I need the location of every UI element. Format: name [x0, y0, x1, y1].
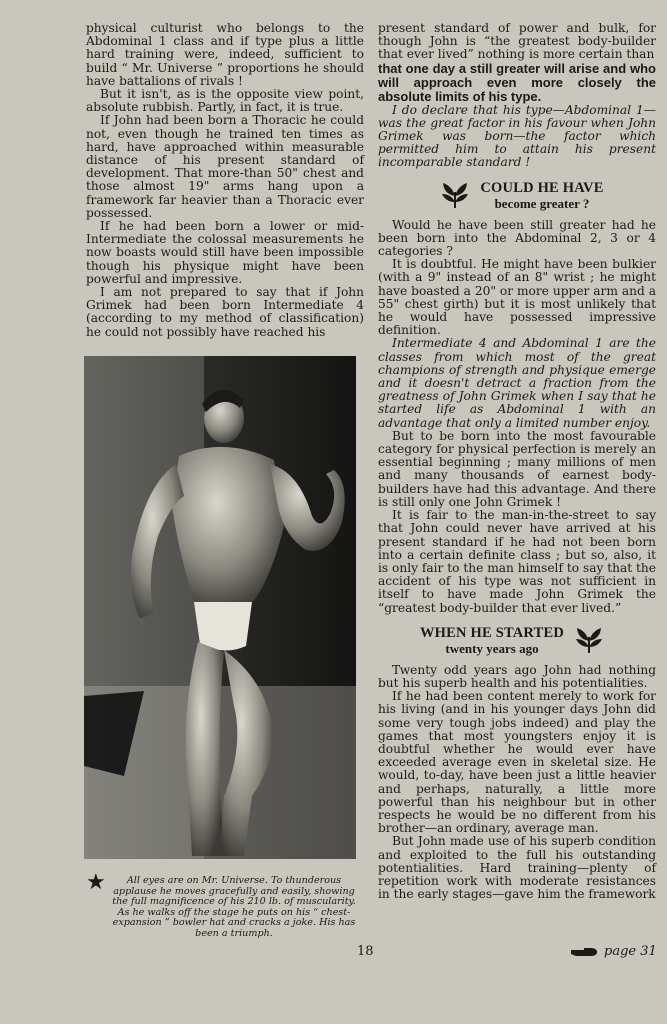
bodybuilder-photo — [84, 356, 356, 859]
leaf-emblem-icon — [574, 625, 604, 655]
caption-text: All eyes are on Mr. Universe. To thunderous applause he moves gracefully and easily, showing the full magnificence of his 210 lb. of muscularity. As he walks off the stage he puts on his “ chest-expansion ” bowler hat and cracks a joke. His has been a triumph. — [112, 875, 356, 939]
left-paragraph: I am not prepared to say that if John Grimek had been born Intermediate 4 (according to my method of classification) he could not possibly have reached his — [86, 285, 364, 339]
photo-illustration — [84, 356, 356, 859]
section-heading-when-he-started — [378, 625, 656, 656]
pointing-hand-icon — [570, 946, 598, 958]
page-number: 18 — [357, 944, 374, 959]
right-paragraph: But to be born into the most favourable category for physical perfection is merely an essential beginning ; many millions of men and many thousands of earnest body-builders have had this advantage. And there is still only one John Grimek ! — [378, 428, 656, 509]
right-paragraph: If he had been content merely to work for his living (and in his younger days John did some very tough jobs indeed) and play the games that most youngsters enjoy it is doubtful whether he would ever have exceeded average even in skeletal size. He would, to-day, have been just a little heavier and perhaps, naturally, a little more powerful than his neighbour but in other respects he would be no different from his brother—an ordinary, average man. — [378, 689, 656, 836]
right-italic-paragraph: Intermediate 4 and Abdominal 1 are the classes from which most of the great champions of strength and physique emerge and it doesn't detract a fraction from the greatness of John Grimek when I say that he started life as Abdominal 1 with an advantage that only a limited number enjoy. — [378, 336, 656, 430]
right-intro: present standard of power and bulk, for though John is “the greatest body-builder that ever lived” nothing is more certain than — [378, 21, 656, 62]
right-paragraph: It is fair to the man-in-the-street to say that John could never have arrived at his present standard if he had not been born into a certain definite class ; but so, also, it is only fair to the man himself to say that the accident of his type was not sufficient in itself to have made John Grimek the “greatest body-builder that ever lived.” — [378, 508, 656, 615]
heading-line2: become greater ? — [494, 195, 590, 211]
left-paragraph: If John had been born a Thoracic he could not, even though he trained ten times as hard, have approached within measurable distance of his present standard of development. That more-than 50" chest and those almost 19" arms hang upon a framework far heavier than a Thoracic ever possessed. — [86, 113, 364, 220]
continued-page-label: page 31 — [604, 944, 657, 959]
right-column — [378, 22, 656, 901]
left-paragraph: If he had been born a lower or mid-Intermediate the colossal measurements he now boasts would still have been impossible though his physique might have been powerful and impressive. — [86, 219, 364, 286]
left-paragraph: But it isn't, as is the opposite view point, absolute rubbish. Partly, in fact, it is true. — [86, 87, 364, 115]
right-italic-paragraph: I do declare that his type—Abdominal 1—was the great factor in his favour when John Grimek was born—the factor which permitted him to attain his present incomparable standard ! — [378, 102, 656, 170]
right-paragraph: But John made use of his superb condition and exploited to the full his outstanding potentialities. Hard training—plenty of repetition work with moderate resistances in the early stages—gave him the framework — [378, 834, 656, 902]
heading-line2: twenty years ago — [445, 640, 539, 656]
continued-note — [570, 944, 657, 959]
photo-caption — [84, 870, 360, 939]
left-column — [86, 22, 364, 339]
heading-line1: COULD HE HAVE — [480, 179, 604, 196]
heading-line1: WHEN HE STARTED — [419, 624, 565, 641]
right-paragraph: Would he have been still greater had he been born into the Abdominal 2, 3 or 4 categories ? — [378, 217, 656, 259]
section-heading-could-he-have — [378, 180, 656, 211]
right-intro-bold: that one day a still greater will arise and who will approach even more closely the absolute limits of his type. — [378, 60, 656, 104]
right-paragraph: Twenty odd years ago John had nothing but his superb health and his potentialities. — [378, 662, 656, 690]
right-paragraph: It is doubtful. He might have been bulkier (with a 9" instead of an 8" wrist ; he might have boasted a 20" or more upper arm and a 55" chest girth) but it is most unlikely that he would have possessed impressive definition. — [378, 257, 656, 338]
leaf-emblem-icon — [440, 180, 470, 210]
left-paragraph: physical culturist who belongs to the Abdominal 1 class and if type plus a little hard training were, indeed, sufficient to build “ Mr. Universe ” proportions he should have battalions of rivals ! — [86, 21, 364, 88]
star-icon: ★ — [86, 870, 106, 895]
